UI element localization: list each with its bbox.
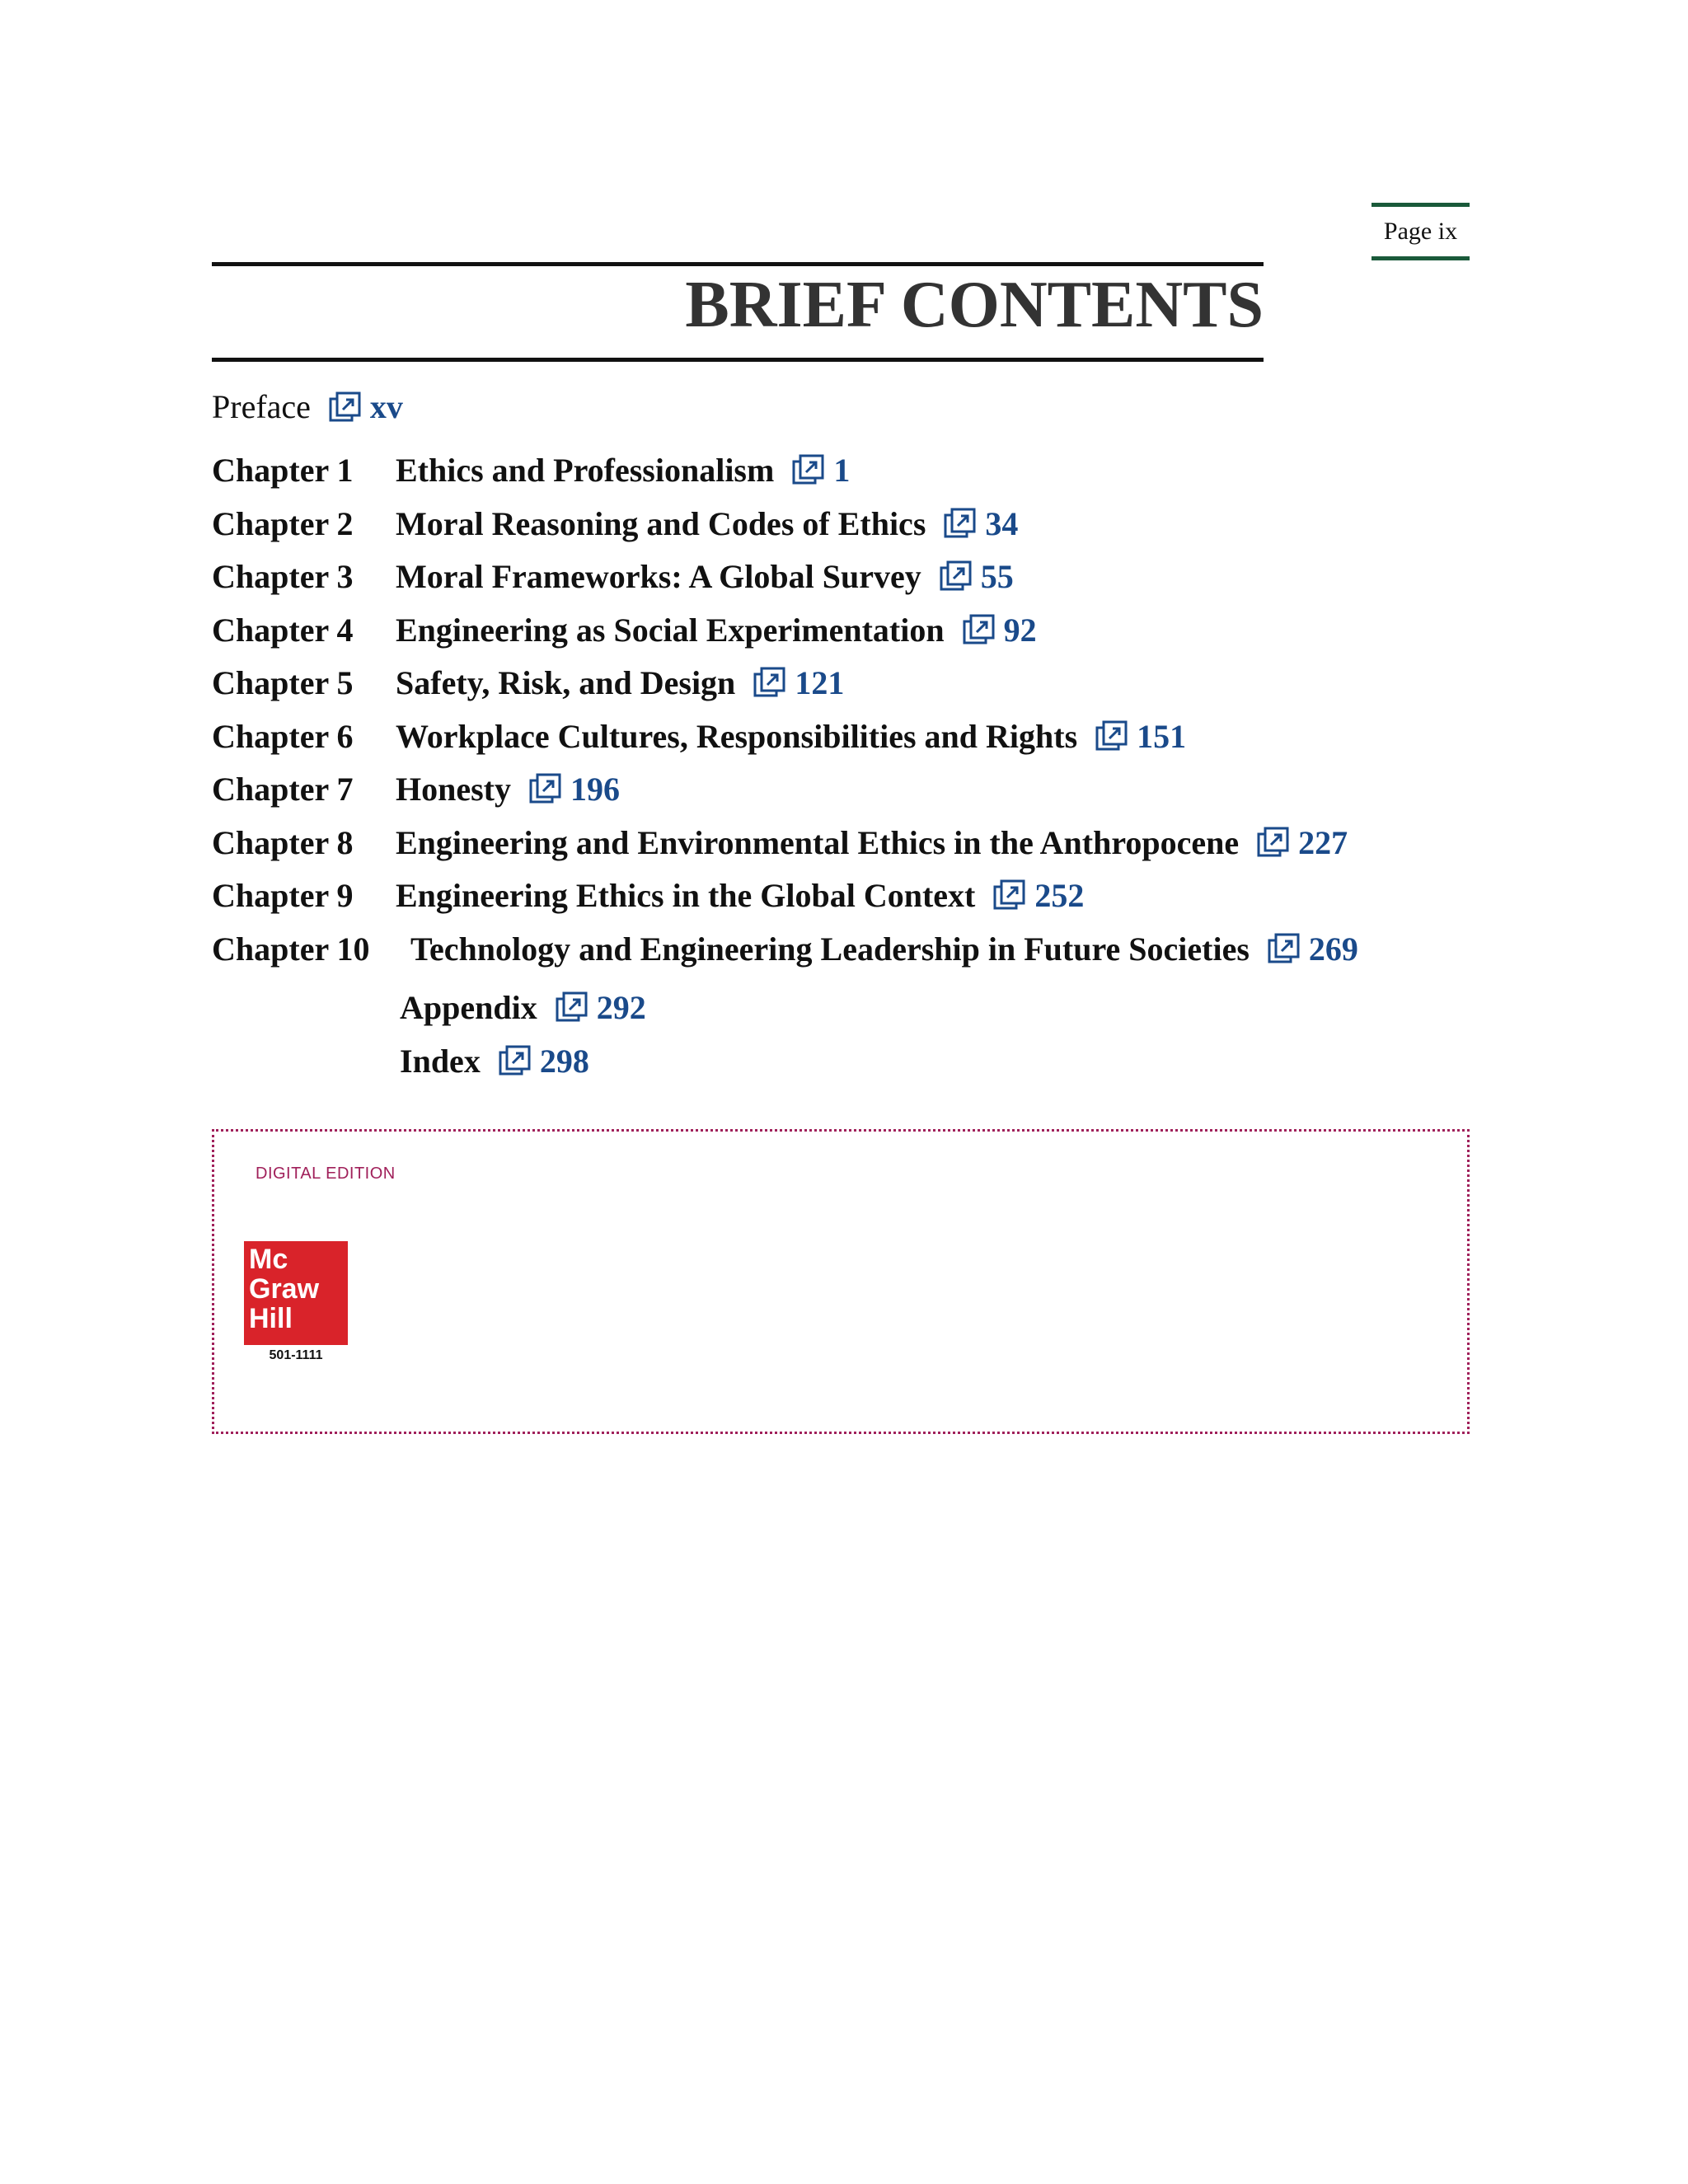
logo-line: Hill: [249, 1303, 293, 1334]
chapter-title: Engineering and Environmental Ethics in the Anthropocene: [396, 823, 1240, 861]
chapter-number: Chapter 7: [212, 770, 354, 808]
chapter-number: Chapter 9: [212, 876, 354, 914]
chapter-page-link[interactable]: 269: [1308, 930, 1358, 968]
chapter-number: Chapter 3: [212, 557, 354, 595]
chapter-number: Chapter 4: [212, 611, 354, 649]
chapter-title: Engineering Ethics in the Global Context: [396, 876, 976, 914]
chapter-title: Technology and Engineering Leadership in Future Societies: [410, 930, 1250, 968]
chapter-page-link[interactable]: 196: [570, 770, 620, 808]
preface-label: Preface: [212, 388, 311, 425]
preface-page-link[interactable]: xv: [369, 388, 403, 425]
logo-line: Mc: [249, 1244, 288, 1275]
chapter-title: Safety, Risk, and Design: [396, 663, 736, 701]
external-link-icon[interactable]: [1257, 826, 1290, 859]
toc-chapter-row[interactable]: [212, 662, 844, 703]
digital-edition-label: DIGITAL EDITION: [256, 1165, 396, 1183]
logo-code: 501-1111: [269, 1348, 323, 1362]
toc-chapter-row[interactable]: [212, 503, 1018, 544]
toc-chapter-row[interactable]: [212, 928, 1358, 969]
page-marker: Page ix: [1372, 203, 1470, 260]
toc-chapter-row[interactable]: [212, 874, 1084, 916]
external-link-icon[interactable]: [993, 879, 1026, 912]
title-rule-top: [212, 262, 1264, 266]
page-title: BRIEF CONTENTS: [685, 269, 1264, 341]
chapter-title: Workplace Cultures, Responsibilities and Rights: [396, 717, 1078, 755]
toc-chapter-row[interactable]: [212, 609, 1037, 650]
back-matter-page-link[interactable]: 292: [596, 988, 646, 1026]
toc-chapter-row[interactable]: [212, 768, 620, 809]
title-rule-bottom: [212, 358, 1264, 362]
digital-edition-box: [212, 1129, 1470, 1434]
toc-chapter-row[interactable]: [212, 715, 1186, 757]
chapter-number: Chapter 1: [212, 451, 354, 489]
chapter-number: Chapter 10: [212, 930, 370, 968]
chapter-title: Ethics and Professionalism: [396, 451, 775, 489]
chapter-page-link[interactable]: 34: [985, 504, 1019, 542]
chapter-page-link[interactable]: 1: [833, 451, 851, 489]
chapter-title: Engineering as Social Experimentation: [396, 611, 945, 649]
chapter-number: Chapter 8: [212, 823, 354, 861]
external-link-icon[interactable]: [1268, 932, 1301, 965]
toc-back-matter-row[interactable]: [400, 987, 646, 1028]
external-link-icon[interactable]: [529, 772, 562, 805]
logo-line: Graw: [249, 1273, 320, 1305]
external-link-icon[interactable]: [963, 613, 996, 646]
chapter-title: Moral Frameworks: A Global Survey: [396, 557, 921, 595]
back-matter-label: Index: [400, 1042, 481, 1080]
chapter-title: Moral Reasoning and Codes of Ethics: [396, 504, 926, 542]
chapter-number: Chapter 6: [212, 717, 354, 755]
back-matter-label: Appendix: [400, 988, 537, 1026]
external-link-icon[interactable]: [944, 507, 977, 540]
toc-chapter-row[interactable]: [212, 822, 1348, 863]
chapter-page-link[interactable]: 151: [1137, 717, 1187, 755]
external-link-icon[interactable]: [940, 560, 973, 593]
chapter-number: Chapter 2: [212, 504, 354, 542]
toc-chapter-row[interactable]: [212, 449, 850, 490]
chapter-page-link[interactable]: 227: [1298, 823, 1348, 861]
chapter-page-link[interactable]: 55: [980, 557, 1014, 595]
toc-back-matter-row[interactable]: [400, 1040, 589, 1081]
external-link-icon[interactable]: [753, 666, 786, 699]
external-link-icon[interactable]: [499, 1044, 532, 1077]
external-link-icon[interactable]: [792, 453, 825, 486]
toc-chapter-row[interactable]: [212, 555, 1014, 597]
external-link-icon[interactable]: [556, 991, 588, 1024]
chapter-number: Chapter 5: [212, 663, 354, 701]
chapter-page-link[interactable]: 252: [1034, 876, 1085, 914]
external-link-icon[interactable]: [1095, 719, 1128, 752]
back-matter-page-link[interactable]: 298: [539, 1042, 589, 1080]
mcgraw-hill-logo: [244, 1241, 348, 1345]
toc-preface[interactable]: [212, 387, 403, 426]
external-link-icon[interactable]: [329, 391, 362, 424]
chapter-page-link[interactable]: 121: [795, 663, 845, 701]
chapter-page-link[interactable]: 92: [1003, 611, 1037, 649]
chapter-title: Honesty: [396, 770, 511, 808]
